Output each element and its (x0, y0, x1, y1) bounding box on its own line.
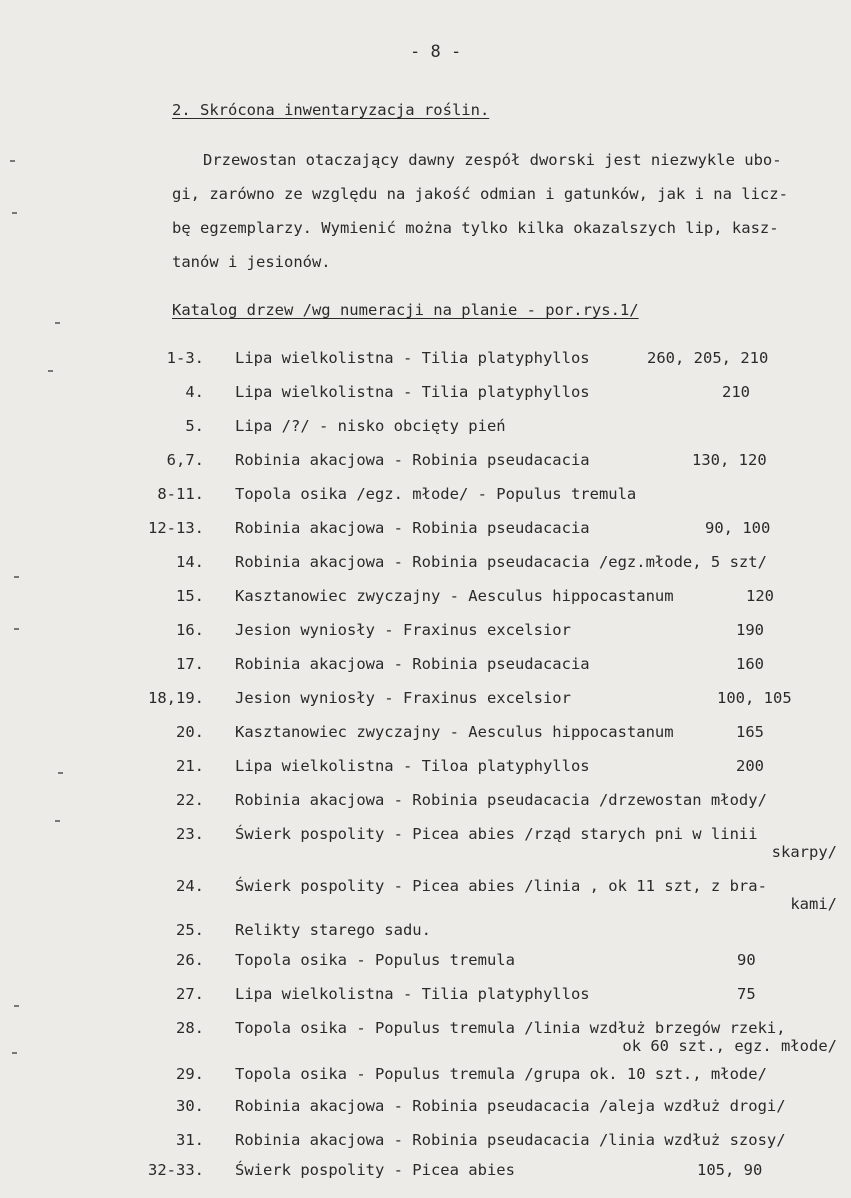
entry-circumference: 90 (737, 951, 756, 969)
entry-continuation: kami/ (790, 895, 837, 913)
entry-number: 20. (176, 723, 204, 741)
entry-species: Świerk pospolity - Picea abies (235, 1161, 515, 1179)
margin-mark (48, 370, 53, 372)
entry-species: Lipa wielkolistna - Tilia platyphyllos (235, 985, 590, 1003)
entry-number: 6,7. (166, 451, 204, 469)
entry-circumference: 105, 90 (697, 1161, 763, 1179)
entry-number: 17. (176, 655, 204, 673)
entry-number: 21. (176, 757, 204, 775)
paragraph-line: gi, zarówno ze względu na jakość odmian i gatunków, jak i na licz- (172, 185, 788, 203)
entry-species: Lipa /?/ - nisko obcięty pień (235, 417, 506, 435)
entry-species: Topola osika - Populus tremula /grupa ok. 10 szt., młode/ (235, 1065, 767, 1083)
entry-number: 18,19. (148, 689, 204, 707)
entry-species: Lipa wielkolistna - Tilia platyphyllos (235, 349, 590, 367)
entry-circumference: 100, 105 (717, 689, 792, 707)
entry-number: 25. (176, 921, 204, 939)
margin-mark (14, 628, 19, 630)
entry-species: Robinia akacjowa - Robinia pseudacacia /aleja wzdłuż drogi/ (235, 1097, 786, 1115)
paragraph-line: Drzewostan otaczający dawny zespół dworski jest niezwykle ubo- (203, 151, 782, 169)
entry-continuation: ok 60 szt., egz. młode/ (622, 1037, 837, 1055)
margin-mark (14, 576, 19, 578)
entry-number: 28. (176, 1019, 204, 1037)
section-heading: 2. Skrócona inwentaryzacja roślin. (172, 101, 490, 119)
margin-mark (12, 1052, 17, 1054)
entry-circumference: 200 (736, 757, 764, 775)
entry-species: Świerk pospolity - Picea abies /rząd starych pni w linii (235, 825, 758, 843)
entry-number: 8-11. (157, 485, 204, 503)
entry-species: Topola osika - Populus tremula /linia wzdłuż brzegów rzeki, (235, 1019, 786, 1037)
page-number: - 8 - (410, 42, 462, 62)
entry-circumference: 75 (737, 985, 756, 1003)
entry-species: Topola osika - Populus tremula (235, 951, 515, 969)
entry-circumference: 260, 205, 210 (647, 349, 769, 367)
entry-circumference: 130, 120 (692, 451, 767, 469)
entry-species: Robinia akacjowa - Robinia pseudacacia (235, 655, 590, 673)
paragraph-line: tanów i jesionów. (172, 253, 331, 271)
entry-species: Świerk pospolity - Picea abies /linia , ok 11 szt, z bra- (235, 877, 767, 895)
entry-number: 15. (176, 587, 204, 605)
entry-number: 31. (176, 1131, 204, 1149)
paragraph-line: bę egzemplarzy. Wymienić można tylko kilka okazalszych lip, kasz- (172, 219, 779, 237)
entry-number: 24. (176, 877, 204, 895)
entry-number: 29. (176, 1065, 204, 1083)
catalog-heading: Katalog drzew /wg numeracji na planie - por.rys.1/ (172, 301, 639, 319)
entry-species: Robinia akacjowa - Robinia pseudacacia /egz.młode, 5 szt/ (235, 553, 767, 571)
entry-number: 12-13. (148, 519, 204, 537)
entry-species: Kasztanowiec zwyczajny - Aesculus hippocastanum (235, 587, 674, 605)
margin-mark (55, 820, 60, 822)
entry-species: Kasztanowiec zwyczajny - Aesculus hippocastanum (235, 723, 674, 741)
entry-species: Jesion wyniosły - Fraxinus excelsior (235, 621, 571, 639)
entry-number: 27. (176, 985, 204, 1003)
margin-mark (12, 212, 17, 214)
margin-mark (55, 322, 60, 324)
entry-number: 14. (176, 553, 204, 571)
entry-species: Lipa wielkolistna - Tilia platyphyllos (235, 383, 590, 401)
entry-species: Robinia akacjowa - Robinia pseudacacia (235, 519, 590, 537)
entry-number: 23. (176, 825, 204, 843)
entry-species: Topola osika /egz. młode/ - Populus tremula (235, 485, 637, 503)
entry-number: 16. (176, 621, 204, 639)
entry-circumference: 90, 100 (705, 519, 771, 537)
entry-number: 5. (185, 417, 204, 435)
intro-paragraph (172, 143, 842, 279)
margin-mark (58, 772, 63, 774)
margin-mark (10, 160, 15, 162)
entry-continuation: skarpy/ (771, 843, 837, 861)
entry-species: Robinia akacjowa - Robinia pseudacacia /drzewostan młody/ (235, 791, 767, 809)
entry-species: Relikty starego sadu. (235, 921, 431, 939)
entry-circumference: 160 (736, 655, 764, 673)
entry-species: Jesion wyniosły - Fraxinus excelsior (235, 689, 571, 707)
entry-species: Robinia akacjowa - Robinia pseudacacia (235, 451, 590, 469)
entry-number: 32-33. (148, 1161, 204, 1179)
entry-species: Lipa wielkolistna - Tiloa platyphyllos (235, 757, 590, 775)
entry-number: 22. (176, 791, 204, 809)
entry-circumference: 210 (722, 383, 750, 401)
entry-circumference: 120 (746, 587, 774, 605)
entry-species: Robinia akacjowa - Robinia pseudacacia /linia wzdłuż szosy/ (235, 1131, 786, 1149)
entry-circumference: 190 (736, 621, 764, 639)
entry-number: 30. (176, 1097, 204, 1115)
entry-number: 1-3. (166, 349, 204, 367)
margin-mark (14, 1005, 19, 1007)
entry-number: 4. (185, 383, 204, 401)
entry-number: 26. (176, 951, 204, 969)
entry-circumference: 165 (736, 723, 764, 741)
